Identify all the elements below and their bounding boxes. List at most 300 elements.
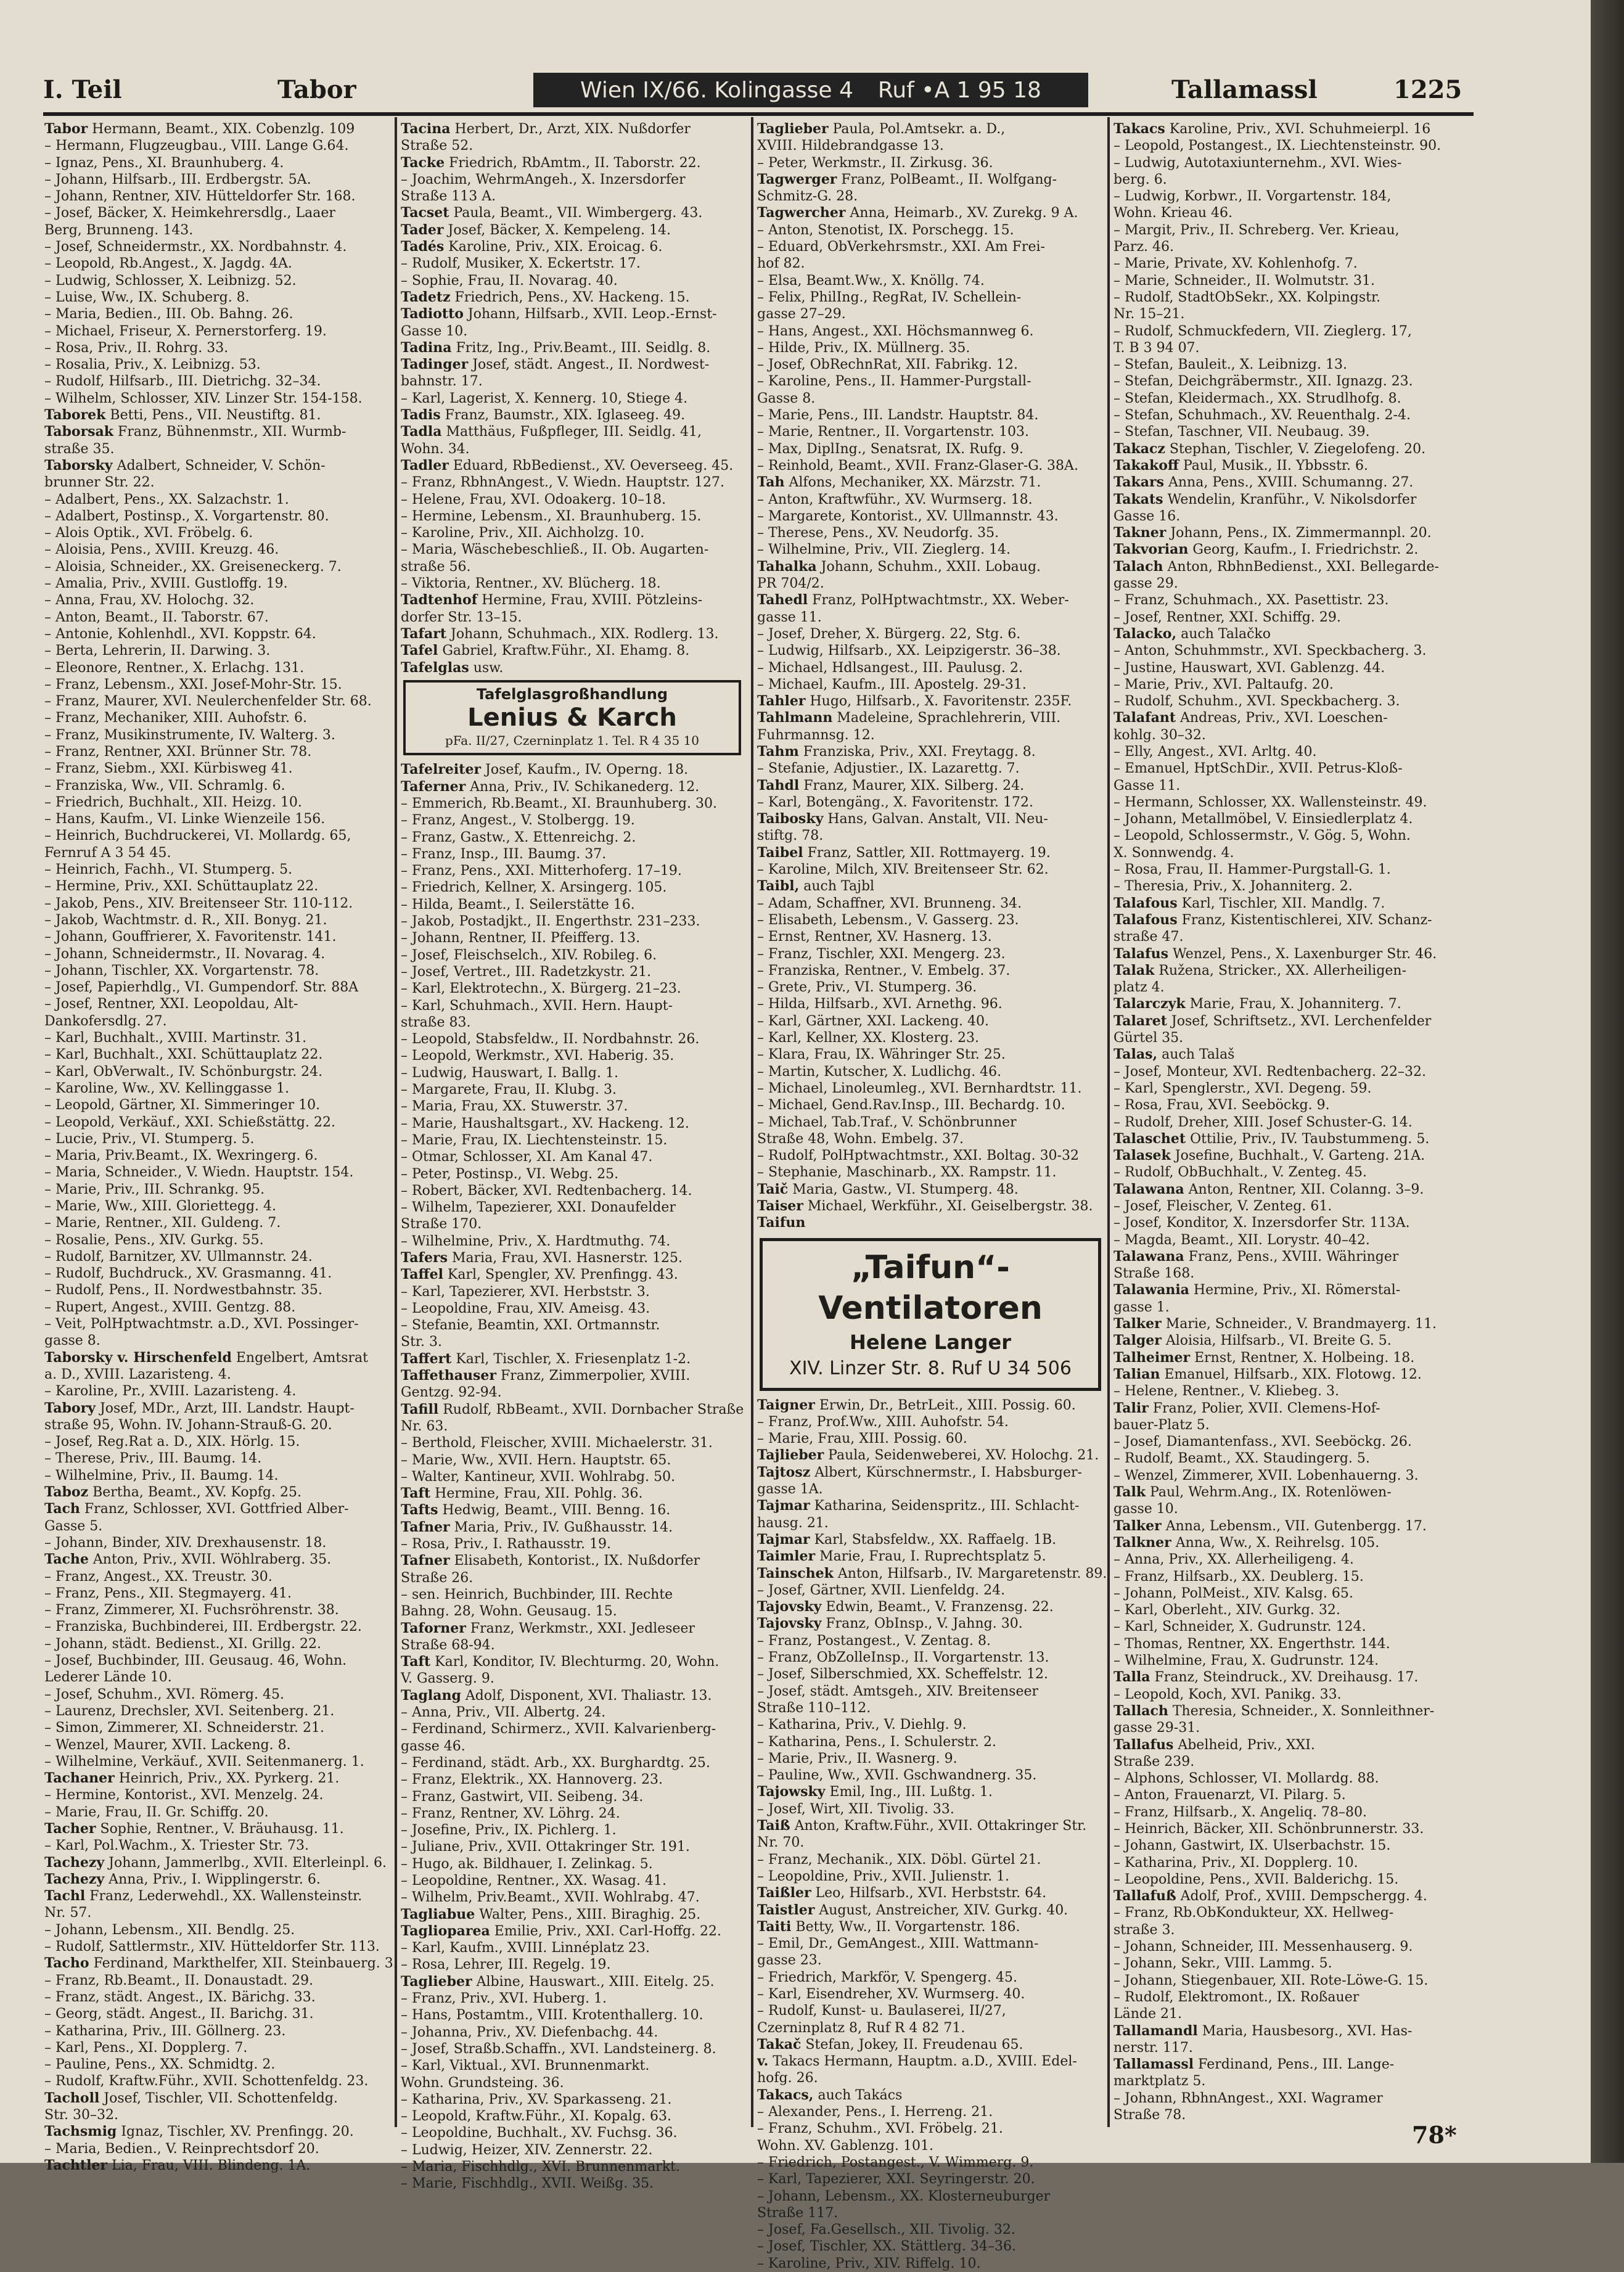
directory-entry: Tajovsky Franz, ObInsp., V. Jahng. 30. — [757, 1615, 1023, 1632]
directory-entry: Tah Alfons, Mechaniker, XX. Märzstr. 71. — [757, 474, 1041, 491]
directory-entry: – Friedrich, Kellner, X. Arsingerg. 105. — [401, 880, 667, 896]
page-number: 1225 — [1393, 75, 1462, 104]
directory-entry: Tacke Friedrich, RbAmtm., II. Taborstr. 22. — [401, 154, 701, 171]
directory-entry: Tahlmann Madeleine, Sprachlehrerin, VIII. — [757, 710, 1061, 726]
directory-entry: Tahm Franziska, Priv., XXI. Freytagg. 8. — [757, 743, 1036, 760]
directory-entry: Taft Karl, Konditor, IV. Blechturmg. 20, Wohn. — [401, 1654, 720, 1670]
directory-entry: – Anton, Kraftwführ., XV. Wurmserg. 18. — [757, 491, 1033, 507]
directory-entry: – Wilhelmine, Frau, X. Gudrunstr. 124. — [1113, 1653, 1379, 1669]
directory-entry: Taborek Betti, Pens., VII. Neustiftg. 81. — [44, 407, 321, 424]
directory-entry: – Helene, Frau, XVI. Odoakerg. 10–18. — [401, 491, 666, 507]
directory-entry: – Felix, PhilIng., RegRat, IV. Schellein- — [757, 289, 1022, 305]
directory-entry: gasse 8. — [44, 1333, 100, 1349]
directory-entry: – Antonie, Kohlenhdl., XVI. Koppstr. 64. — [44, 626, 316, 642]
directory-entry: – Maria, Wäschebeschließ., II. Ob. Augarten- — [401, 542, 709, 558]
directory-entry: – Josef, Rentner, XXI. Schiffg. 29. — [1113, 609, 1341, 625]
directory-entry: – Aloisia, Schneider., XX. Greiseneckerg. 7. — [44, 559, 342, 575]
directory-entry: Tainschek Anton, Hilfsarb., IV. Margaretenstr. 89. — [757, 1565, 1107, 1581]
directory-entry: Taglieber Paula, Pol.Amtsekr. a. D., — [757, 121, 1006, 137]
directory-entry: Tafts Hedwig, Beamt., VIII. Benng. 16. — [401, 1502, 671, 1519]
directory-entry: gasse 46. — [401, 1738, 465, 1754]
directory-entry: – Margit, Priv., II. Schreberg. Ver. Krieau, — [1113, 222, 1400, 238]
directory-entry: – Wenzel, Maurer, XVII. Lackeng. 8. — [44, 1737, 291, 1753]
directory-entry: – Franziska, Rentner., V. Embelg. 37. — [757, 962, 1011, 978]
directory-entry: – Franz, Mechaniker, XIII. Auhofstr. 6. — [44, 710, 307, 726]
directory-entry: Straße 52. — [401, 138, 474, 154]
directory-entry: gasse 29. — [1113, 576, 1178, 592]
directory-entry: XVIII. Hildebrandgasse 13. — [757, 138, 944, 154]
directory-entry: – Friedrich, Markför, V. Spengerg. 45. — [757, 1969, 1017, 1985]
directory-entry: – Karl, Schneider, X. Gudrunstr. 124. — [1113, 1619, 1366, 1635]
directory-entry: Talawania Hermine, Priv., XI. Römerstal- — [1113, 1282, 1401, 1298]
directory-entry: – Josef, Fa.Gesellsch., XII. Tivolig. 32. — [757, 2222, 1015, 2238]
directory-entry: Tajmar Karl, Stabsfeldw., XX. Raffaelg. 1B. — [757, 1531, 1057, 1548]
directory-entry: Straße 113 A. — [401, 189, 496, 205]
directory-entry: – Pauline, Ww., XVII. Gschwandnerg. 35. — [757, 1768, 1037, 1784]
directory-entry: – Franz, Rb.ObKondukteur, XX. Hellweg- — [1113, 1905, 1394, 1921]
directory-entry: gasse 1A. — [757, 1482, 823, 1498]
directory-entry: – Josef, Tischler, XX. Stättlerg. 34–36. — [757, 2239, 1016, 2255]
directory-entry: – Johanna, Priv., XV. Diefenbachg. 44. — [401, 2024, 658, 2040]
directory-entry: – Franz, Rentner, XV. Löhrg. 24. — [401, 1805, 620, 1821]
directory-entry: Talla Franz, Steindruck., XV. Dreihausg. 17. — [1113, 1669, 1419, 1686]
directory-entry: stiftg. 78. — [757, 828, 824, 844]
directory-entry: – Johann, Lebensm., XII. Bendlg. 25. — [44, 1922, 295, 1938]
directory-entry: – Anna, Priv., VII. Albertg. 24. — [401, 1705, 606, 1721]
directory-entry: platz 4. — [1113, 980, 1165, 996]
directory-entry: – Josef, Reg.Rat a. D., XIX. Hörlg. 15. — [44, 1434, 300, 1450]
directory-entry: – Josef, Buchbinder, III. Geusaug. 46, Wohn. — [44, 1653, 347, 1669]
directory-entry: Tallafus Abelheid, Priv., XXI. — [1113, 1736, 1315, 1753]
directory-entry: – Rudolf, Buchdruck., XV. Grasmanng. 41. — [44, 1266, 332, 1282]
directory-entry: – Karl, Gärtner, XXI. Lackeng. 40. — [757, 1013, 990, 1029]
directory-entry: – Emanuel, HptSchDir., XVII. Petrus-Kloß- — [1113, 761, 1403, 777]
directory-entry: Taimler Marie, Frau, I. Ruprechtsplatz 5. — [757, 1548, 1046, 1565]
directory-entry: – Rudolf, ObBuchhalt., V. Zenteg. 45. — [1113, 1165, 1367, 1181]
directory-entry: Tach Franz, Schlosser, XVI. Gottfried Alber- — [44, 1501, 349, 1517]
directory-entry: – Eduard, ObVerkehrsmstr., XXI. Am Frei- — [757, 239, 1045, 255]
directory-entry: Talak Ružena, Stricker., XX. Allerheiligen- — [1113, 962, 1407, 978]
directory-entry: – Franz, RbhnAngest., V. Wiedn. Hauptstr. 127. — [401, 475, 725, 491]
directory-entry: Taißler Leo, Hilfsarb., XVI. Herbststr. 64. — [757, 1885, 1047, 1901]
directory-entry: Talasek Josefine, Buchhalt., V. Garteng. 21A. — [1113, 1147, 1425, 1164]
directory-entry: Taibel Franz, Sattler, XII. Rottmayerg. 19. — [757, 844, 1051, 861]
directory-entry: PR 704/2. — [757, 576, 824, 592]
directory-entry: – Margarete, Kontorist., XV. Ullmannstr. 43. — [757, 508, 1059, 524]
directory-entry: – Heinrich, Buchdruckerei, VI. Mollardg. 65, — [44, 828, 351, 844]
directory-entry: – Rosa, Priv., II. Rohrg. 33. — [44, 340, 229, 356]
directory-entry: straße 56. — [401, 559, 471, 575]
directory-entry: – Rosa, Frau, XVI. Seeböckg. 9. — [1113, 1097, 1330, 1113]
directory-entry: – Ludwig, Korbwr., II. Vorgartenstr. 184, — [1113, 189, 1392, 205]
directory-entry: Tafel Gabriel, Kraftw.Führ., XI. Ehamg. 8. — [401, 642, 690, 659]
directory-entry: Schmitz-G. 28. — [757, 189, 858, 205]
directory-entry: – Hans, Angest., XXI. Höchsmannweg 6. — [757, 323, 1034, 339]
directory-entry: – Stephanie, Maschinarb., XX. Rampstr. 11. — [757, 1165, 1057, 1181]
directory-entry: Takvorian Georg, Kaufm., I. Friedrichstr. 2. — [1113, 541, 1419, 558]
directory-entry: Talas, auch Talaš — [1113, 1046, 1235, 1063]
directory-entry: – Maria, Priv.Beamt., IX. Wexringerg. 6. — [44, 1148, 318, 1164]
directory-entry: – Helene, Rentner., V. Kliebeg. 3. — [1113, 1384, 1340, 1400]
directory-entry: Tagwerger Franz, PolBeamt., II. Wolfgang- — [757, 171, 1057, 187]
directory-entry: – Josef, Fleischselch., XIV. Robileg. 6. — [401, 947, 657, 963]
directory-entry: Talker Marie, Schneider., V. Brandmayerg. 11. — [1113, 1316, 1437, 1332]
directory-entry: hof 82. — [757, 256, 805, 272]
directory-entry: dorfer Str. 13–15. — [401, 609, 522, 625]
directory-entry: – Karl, Viktual., XVI. Brunnenmarkt. — [401, 2058, 650, 2074]
directory-entry: – Marie, Ww., XIII. Gloriettegg. 4. — [44, 1199, 276, 1214]
directory-entry: Takner Johann, Pens., IX. Zimmermannpl. 20. — [1113, 525, 1432, 541]
directory-entry: Taffethauser Franz, Zimmerpolier, XVIII. — [401, 1368, 691, 1384]
directory-entry: – Karl, Kaufm., XVIII. Linnéplatz 23. — [401, 1940, 650, 1956]
directory-entry: – Franz, Siebm., XXI. Kürbisweg 41. — [44, 761, 293, 777]
directory-entry: – Franz, Zimmerer, XI. Fuchsröhrenstr. 38. — [44, 1602, 339, 1618]
directory-entry: Gasse 8. — [757, 390, 816, 406]
directory-entry: X. Sonnwendg. 4. — [1113, 845, 1234, 861]
directory-entry: Tallafuß Adolf, Prof., XVIII. Dempschergg. 4. — [1113, 1888, 1427, 1905]
directory-entry: – Karoline, Priv., XII. Aichholzg. 10. — [401, 525, 645, 541]
directory-entry: – Robert, Bäcker, XVI. Redtenbacherg. 14. — [401, 1183, 692, 1199]
directory-entry: gasse 1. — [1113, 1299, 1170, 1315]
directory-entry: Tachezy Johann, Jammerlbg., XVII. Elterleinpl. 6. — [44, 1854, 387, 1871]
directory-entry: – Franz, Pens., XII. Stegmayerg. 41. — [44, 1585, 292, 1601]
directory-entry: – Emil, Dr., GemAngest., XIII. Wattmann- — [757, 1936, 1039, 1952]
directory-entry: Takakoff Paul, Musik., II. Ybbsstr. 6. — [1113, 457, 1369, 474]
directory-entry: – Heinrich, Fachh., VI. Stumperg. 5. — [44, 862, 293, 878]
directory-entry: – Franz, Prof.Ww., XIII. Auhofstr. 54. — [757, 1414, 1009, 1430]
directory-entry: Tafelglas usw. — [401, 659, 504, 676]
directory-entry: – Franz, Tischler, XXI. Mengerg. 23. — [757, 946, 1006, 962]
directory-entry: – Maria, Fischhdlg., XVI. Brunnenmarkt. — [401, 2159, 680, 2175]
directory-entry: Taforner Franz, Werkmstr., XXI. Jedleseer — [401, 1620, 695, 1636]
directory-entry: – Karl, Botengäng., X. Favoritenstr. 172. — [757, 794, 1033, 810]
directory-entry: – Michael, Friseur, X. Pernerstorferg. 19. — [44, 323, 327, 339]
directory-entry: Nr. 63. — [401, 1418, 448, 1434]
directory-entry: – Karl, Pol.Wachm., X. Triester Str. 73. — [44, 1838, 309, 1854]
directory-entry: Taibosky Hans, Galvan. Anstalt, VII. Neu- — [757, 811, 1048, 827]
column-2 — [401, 121, 752, 2192]
directory-entry: gasse 11. — [757, 609, 822, 625]
directory-entry: – Michael, Gend.Rav.Insp., III. Bechardg. 10. — [757, 1097, 1065, 1113]
directory-entry: Taistler August, Anstreicher, XIV. Gurkg. 40. — [757, 1901, 1068, 1918]
directory-entry: – Leopold, Kraftw.Führ., XI. Kopalg. 63. — [401, 2109, 671, 2125]
directory-entry: – Josef, Silberschmied, XX. Scheffelstr. 12. — [757, 1667, 1049, 1683]
directory-entry: – Karoline, Priv., XIV. Riffelg. 10. — [757, 2255, 981, 2271]
directory-entry: – Josefine, Priv., IX. Pichlerg. 1. — [401, 1823, 617, 1839]
directory-entry: Tadina Fritz, Ing., Priv.Beamt., III. Seidlg. 8. — [401, 339, 711, 356]
directory-entry: Tacset Paula, Beamt., VII. Wimbergerg. 43. — [401, 205, 703, 221]
page-header — [43, 73, 1474, 110]
directory-entry: Taborsak Franz, Bühnenmstr., XII. Wurmb- — [44, 424, 347, 440]
directory-entry: – Theresia, Priv., X. Johanniterg. 2. — [1113, 879, 1353, 895]
directory-entry: berg. 6. — [1113, 171, 1167, 187]
directory-entry: Tachaner Heinrich, Priv., XX. Pyrkerg. 21. — [44, 1770, 340, 1787]
directory-entry: – Franz, Musikinstrumente, IV. Walterg. 3. — [44, 727, 335, 743]
directory-entry: Bahng. 28, Wohn. Geusaug. 15. — [401, 1604, 617, 1620]
directory-entry: – Franz, Gastwirt, VII. Seibeng. 34. — [401, 1789, 644, 1805]
directory-entry: – Luise, Ww., IX. Schuberg. 8. — [44, 289, 250, 305]
directory-entry: – Rosalia, Priv., X. Leibnizg. 53. — [44, 357, 261, 373]
directory-entry: – Josef, Gärtner, XVII. Lienfeldg. 24. — [757, 1582, 1006, 1598]
directory-entry: – Wilhelmine, Verkäuf., XVII. Seitenmanerg. 1. — [44, 1753, 364, 1770]
directory-entry: – Marie, Frau, IX. Liechtensteinstr. 15. — [401, 1132, 668, 1148]
directory-entry: – Franz, Schuhm., XVI. Fröbelg. 21. — [757, 2121, 1003, 2137]
directory-entry: brunner Str. 22. — [44, 475, 155, 491]
directory-entry: – Marie, Priv., XVI. Paltaufg. 20. — [1113, 676, 1334, 692]
directory-entry: – Rosa, Priv., I. Rathausstr. 19. — [401, 1536, 611, 1552]
directory-entry: – Johann, städt. Bedienst., XI. Grillg. 22. — [44, 1636, 322, 1652]
directory-entry: – Amalia, Priv., XVIII. Gustloffg. 19. — [44, 576, 288, 592]
directory-entry: Wohn. Krieau 46. — [1113, 205, 1232, 221]
directory-entry: Gasse 5. — [44, 1518, 103, 1534]
directory-entry: – Rudolf, Musiker, X. Eckertstr. 17. — [401, 256, 641, 272]
directory-entry: Talach Anton, RbhnBedienst., XXI. Bellegarde- — [1113, 558, 1439, 575]
directory-entry: – Rudolf, Beamt., XX. Staudingerg. 5. — [1113, 1451, 1370, 1467]
directory-entry: – Rosa, Lehrer, III. Regelg. 19. — [401, 1957, 611, 1973]
directory-entry: – Josef, Konditor, X. Inzersdorfer Str. 113A. — [1113, 1215, 1410, 1231]
directory-entry: – Marie, Pens., III. Landstr. Hauptstr. 84. — [757, 408, 1039, 424]
directory-entry: – Rosa, Frau, II. Hammer-Purgstall-G. 1. — [1113, 862, 1391, 878]
directory-entry: Taiß Anton, Kraftw.Führ., XVII. Ottakringer Str. — [757, 1818, 1087, 1834]
directory-entry: – Friedrich, Buchhalt., XII. Heizg. 10. — [44, 794, 302, 810]
directory-entry: – Hans, Kaufm., VI. Linke Wienzeile 156. — [44, 811, 326, 827]
directory-entry: – Georg, städt. Angest., II. Barichg. 31. — [44, 2006, 314, 2022]
directory-entry: Tahdl Franz, Maurer, XIX. Silberg. 24. — [757, 777, 1025, 794]
directory-entry: – Viktoria, Rentner., XV. Blücherg. 18. — [401, 576, 661, 592]
directory-entry: – Johann, Tischler, XX. Vorgartenstr. 78. — [44, 962, 319, 978]
directory-entry: – Karoline, Pr., XVIII. Lazaristeng. 4. — [44, 1384, 297, 1400]
directory-entry: Talawana Franz, Pens., XVIII. Währinger — [1113, 1248, 1399, 1265]
directory-entry: – Karl, Buchhalt., XXI. Schüttauplatz 22. — [44, 1047, 323, 1063]
directory-entry: – Thomas, Rentner, XX. Engerthstr. 144. — [1113, 1636, 1390, 1652]
directory-entry: – Ferdinand, Schirmerz., XVII. Kalvarienberg- — [401, 1721, 716, 1737]
directory-entry: kohlg. 30–32. — [1113, 727, 1206, 743]
banner-address: Wien IX/66. Kolingasse 4 — [580, 77, 853, 103]
directory-entry: – Hermine, Priv., XXI. Schüttauplatz 22. — [44, 879, 319, 895]
directory-entry: Gasse 10. — [401, 323, 468, 339]
directory-entry: – Josef, Dreher, X. Bürgerg. 22, Stg. 6. — [757, 626, 1021, 642]
directory-entry: – Johann, RbhnAngest., XXI. Wagramer — [1113, 2090, 1383, 2106]
directory-entry: – Franz, Maurer, XVI. Neulerchenfelder Str. 68. — [44, 694, 372, 710]
directory-entry: Tabory Josef, MDr., Arzt, III. Landstr. Haupt- — [44, 1400, 355, 1416]
directory-entry: – Michael, Linoleumleg., XVI. Bernhardtstr. 11. — [757, 1080, 1082, 1096]
directory-entry: Fernruf A 3 54 45. — [44, 845, 171, 861]
directory-entry: V. Gasserg. 9. — [401, 1671, 494, 1687]
directory-entry: – Wilhelm, Schlosser, XIV. Linzer Str. 154-158. — [44, 390, 363, 406]
directory-entry: – Johann, Schneidermstr., II. Novarag. 4. — [44, 946, 326, 962]
directory-entry: – Martin, Kutscher, X. Ludlichg. 46. — [757, 1064, 1002, 1080]
directory-entry: – Walter, Kantineur, XVII. Wohlrabg. 50. — [401, 1469, 676, 1485]
directory-entry: Tahler Hugo, Hilfsarb., X. Favoritenstr. 235F. — [757, 693, 1072, 710]
directory-entry: – Klara, Frau, IX. Währinger Str. 25. — [757, 1047, 1006, 1063]
directory-entry: – Franz, Angest., V. Stolbergg. 19. — [401, 813, 635, 829]
directory-entry: – Johann, Binder, XIV. Drexhausenstr. 18. — [44, 1535, 327, 1551]
directory-entry: Tabor Hermann, Beamt., XIX. Cobenzlg. 109 — [44, 121, 355, 137]
directory-entry: Tache Anton, Priv., XVII. Wöhlraberg. 35. — [44, 1551, 332, 1568]
directory-entry: – Marie, Frau, II. Gr. Schiffg. 20. — [44, 1804, 269, 1820]
directory-entry: – Marie, Priv., III. Schrankg. 95. — [44, 1181, 265, 1197]
directory-entry: – Josef, Straßb.Schaffn., XVI. Landsteinerg. 8. — [401, 2041, 716, 2057]
directory-entry: Gentzg. 92-94. — [401, 1385, 502, 1401]
directory-entry: Taigner Erwin, Dr., BetrLeit., XIII. Possig. 60. — [757, 1396, 1076, 1413]
directory-entry: – Wilhelmine, Priv., II. Baumg. 14. — [44, 1467, 279, 1483]
directory-entry: Taglioparea Emilie, Priv., XXI. Carl-Hoffg. 22. — [401, 1922, 722, 1939]
directory-entry: Tachl Franz, Lederwehdl., XX. Wallensteinstr. — [44, 1888, 363, 1905]
directory-entry: – Peter, Werkmstr., II. Zirkusg. 36. — [757, 155, 993, 171]
directory-entry: – Franz, Hilfsarb., XX. Deublerg. 15. — [1113, 1569, 1364, 1585]
directory-entry: Tacho Ferdinand, Markthelfer, XII. Steinbauerg. 3. — [44, 1955, 398, 1972]
directory-entry: – Katharina, Priv., XI. Dopplerg. 10. — [1113, 1855, 1358, 1871]
publisher-banner — [533, 73, 1088, 107]
directory-entry: Takacs, auch Takács — [757, 2086, 903, 2103]
ad-heading: Tafelglasgroßhandlung — [476, 685, 668, 703]
directory-entry: Taifun — [757, 1215, 806, 1231]
directory-entry: Talkner Anna, Ww., X. Reihrelsg. 105. — [1113, 1534, 1380, 1551]
directory-entry: Straße 110–112. — [757, 1700, 871, 1716]
directory-entry: Tajmar Katharina, Seidenspritz., III. Schlacht- — [757, 1498, 1080, 1514]
directory-entry: Taiti Betty, Ww., II. Vorgartenstr. 186. — [757, 1918, 1020, 1935]
directory-entry: – Josef, Papierhdlg., VI. Gumpendorf. Str. 88A — [44, 980, 359, 996]
directory-entry: – Franz, Priv., XVI. Huberg. 1. — [401, 1991, 607, 2007]
directory-entry: – Rudolf, PolHptwachtmstr., XXI. Boltag. 30-32 — [757, 1148, 1079, 1164]
ad-heading: „Taifun“-Ventilatoren — [818, 1249, 1043, 1327]
directory-entry: Taft Hermine, Frau, XII. Pohlg. 36. — [401, 1485, 643, 1502]
directory-entry: – Josef, Rentner, XXI. Leopoldau, Alt- — [44, 996, 298, 1012]
directory-entry: Str. 3. — [401, 1334, 442, 1350]
directory-entry: Wohn. Grundsteing. 36. — [401, 2075, 564, 2091]
ad-address: XIV. Linzer Str. 8. Ruf U 34 506 — [789, 1357, 1072, 1379]
directory-entry: Talk Paul, Wehrm.Ang., IX. Rotenlöwen- — [1113, 1484, 1392, 1501]
directory-entry: Tafart Johann, Schuhmach., XIX. Rodlerg. 13. — [401, 625, 719, 642]
directory-entry: Talian Emanuel, Hilfsarb., XIX. Flotowg. 12. — [1113, 1366, 1422, 1382]
directory-entry: straße 35. — [44, 441, 115, 457]
directory-entry: – Hermine, Kontorist., XVI. Menzelg. 24. — [44, 1787, 324, 1803]
directory-entry: – Marie, Rentner., II. Vorgartenstr. 103. — [757, 424, 1029, 440]
directory-entry: – Wilhelm, Priv.Beamt., XVII. Wohlrabg. 47. — [401, 1890, 700, 1906]
directory-entry: – Josef, Wirt, XII. Tivolig. 33. — [757, 1801, 954, 1817]
directory-entry: – Josef, Schneidermstr., XX. Nordbahnstr. 4. — [44, 239, 347, 255]
directory-entry: Taiser Michael, Werkführ., XI. Geiselbergstr. 38. — [757, 1198, 1093, 1214]
directory-entry: – Katharina, Priv., XV. Sparkasseng. 21. — [401, 2091, 672, 2107]
directory-entry: – Leopold, Schlossermstr., V. Gög. 5, Wohn. — [1113, 828, 1411, 844]
directory-entry: – Karl, Schuhmach., XVII. Hern. Haupt- — [401, 998, 673, 1014]
directory-entry: – Wilhelmine, Priv., X. Hardtmuthg. 74. — [401, 1233, 671, 1249]
directory-entry: Taglieber Albine, Hauswart., XIII. Eitelg. 25. — [401, 1973, 715, 1990]
directory-entry: – Johann, Metallmöbel, V. Einsiedlerplatz 4. — [1113, 811, 1413, 827]
directory-entry: v. Takacs Hermann, Hauptm. a.D., XVIII. Edel- — [757, 2053, 1077, 2070]
directory-entry: Taibl, auch Tajbl — [757, 878, 875, 895]
directory-entry: – Joachim, WehrmAngeh., X. Inzersdorfer — [401, 171, 686, 187]
directory-entry: Tachsmig Ignaz, Tischler, XV. Prenfingg. 20. — [44, 2123, 354, 2140]
directory-entry: – Rudolf, Schuhm., XVI. Speckbacherg. 3. — [1113, 694, 1400, 710]
directory-entry: – Anton, Schuhmmstr., XVI. Speckbacherg. 3. — [1113, 643, 1427, 659]
directory-entry: Takacs Karoline, Priv., XVI. Schuhmeierpl. 16 — [1113, 121, 1431, 137]
directory-entry: Wohn. 34. — [401, 441, 470, 457]
directory-entry: – Ludwig, Autotaxiunternehm., XVI. Wies- — [1113, 155, 1402, 171]
directory-entry: bauer-Platz 5. — [1113, 1417, 1210, 1433]
directory-entry: straße 47. — [1113, 929, 1184, 945]
directory-entry: – Veit, PolHptwachtmstr. a.D., XVI. Possinger- — [44, 1316, 359, 1332]
column-3 — [757, 121, 1109, 2271]
directory-entry: – Anna, Frau, XV. Holochg. 32. — [44, 593, 255, 609]
directory-entry: – Rudolf, Hilfsarb., III. Dietrichg. 32–34. — [44, 374, 321, 390]
directory-entry: Tallach Theresia, Schneider., X. Sonnleithner- — [1113, 1702, 1435, 1719]
directory-entry: Tacher Sophie, Rentner., V. Bräuhausg. 11. — [44, 1820, 344, 1837]
directory-entry: – Alexander, Pens., I. Herreng. 21. — [757, 2104, 993, 2120]
directory-entry: Tadinger Josef, städt. Angest., II. Nordwest- — [401, 356, 710, 373]
directory-entry: Tadler Eduard, RbBedienst., XV. Oeverseeg. 45. — [401, 457, 734, 474]
column-4 — [1113, 121, 1465, 2123]
directory-entry: Tadla Matthäus, Fußpfleger, III. Seidlg. 41, — [401, 424, 702, 440]
directory-entry: – Berta, Lehrerin, II. Darwing. 3. — [44, 643, 271, 659]
directory-entry: Taborsky v. Hirschenfeld Engelbert, Amtsrat — [44, 1349, 369, 1366]
directory-entry: – Johann, Sekr., VIII. Lammg. 5. — [1113, 1956, 1332, 1972]
directory-entry: Takats Wendelin, Kranführ., V. Nikolsdorfer — [1113, 491, 1417, 507]
directory-entry: – Johann, Rentner, II. Pfeifferg. 13. — [401, 930, 641, 946]
directory-entry: Taglang Adolf, Disponent, XVI. Thaliastr. 13. — [401, 1687, 712, 1704]
directory-entry: – Johann, Schneider, III. Messenhauserg. 9. — [1113, 1939, 1413, 1955]
directory-entry: Tafner Maria, Priv., IV. Gußhausstr. 14. — [401, 1519, 673, 1535]
directory-entry: – Sophie, Frau, II. Novarag. 40. — [401, 273, 618, 289]
directory-entry: – Leopold, Stabsfeldw., II. Nordbahnstr. 26. — [401, 1031, 700, 1048]
directory-entry: – Johann, Gouffrierer, X. Favoritenstr. 141. — [44, 929, 337, 945]
directory-entry: – Josef, Bäcker, X. Heimkehrersdlg., Laaer — [44, 205, 335, 221]
directory-entry: – Ignaz, Pens., XI. Braunhuberg. 4. — [44, 155, 284, 171]
directory-entry: – Rudolf, Elektromont., IX. Roßauer — [1113, 1989, 1359, 2005]
directory-entry: – Katharina, Pens., I. Schulerstr. 2. — [757, 1734, 996, 1750]
directory-entry: Tagwercher Anna, Heimarb., XV. Zurekg. 9 A. — [757, 205, 1078, 221]
directory-entry: Tajovsky Edwin, Beamt., V. Franzensg. 22. — [757, 1599, 1054, 1615]
directory-entry: T. B 3 94 07. — [1113, 340, 1200, 356]
directory-entry: – Franz, Insp., III. Baumg. 37. — [401, 846, 607, 862]
ad-company: Lenius & Karch — [467, 703, 677, 732]
directory-entry: Talarczyk Marie, Frau, X. Johanniterg. 7. — [1113, 996, 1401, 1012]
directory-entry: Takač Stefan, Jokey, II. Freudenau 65. — [757, 2036, 1023, 2053]
directory-entry: – Leopoldine, Buchhalt., XV. Fuchsg. 36. — [401, 2125, 678, 2141]
directory-entry: Dankofersdlg. 27. — [44, 1013, 167, 1029]
directory-entry: – Karl, Lagerist, X. Kennerg. 10, Stiege 4. — [401, 390, 688, 406]
directory-entry: – Simon, Zimmerer, XI. Schneiderstr. 21. — [44, 1720, 324, 1736]
directory-entry: – Josef, Fleischer, V. Zenteg. 61. — [1113, 1199, 1332, 1214]
directory-entry: – Stefanie, Adjustier., IX. Lazarettg. 7. — [757, 761, 1020, 777]
directory-entry: – Karl, Kellner, XX. Klosterg. 23. — [757, 1030, 980, 1046]
directory-entry: Tachezy Anna, Priv., I. Wipplingerstr. 6. — [44, 1871, 321, 1887]
directory-entry: – Alois Optik., XVI. Fröbelg. 6. — [44, 525, 253, 541]
directory-entry: – Marie, Priv., II. Wasnerg. 9. — [757, 1750, 958, 1766]
directory-entry: Tafner Elisabeth, Kontorist., IX. Nußdorfer — [401, 1552, 700, 1569]
directory-entry: – Maria, Frau, XX. Stuwerstr. 37. — [401, 1099, 628, 1115]
directory-entry: – Marie, Private, XV. Kohlenhofg. 7. — [1113, 256, 1358, 272]
directory-entry: – Josef, Vertret., III. Radetzkystr. 21. — [401, 964, 652, 980]
directory-entry: straße 3. — [1113, 1922, 1175, 1938]
directory-entry: – Jakob, Pens., XIV. Breitenseer Str. 110-112. — [44, 895, 353, 911]
directory-entry: gasse 27–29. — [757, 306, 846, 322]
directory-entry: – Lucie, Priv., VI. Stumperg. 5. — [44, 1131, 255, 1147]
directory-entry: – Maria, Schneider., V. Wiedn. Hauptstr. 154. — [44, 1165, 354, 1181]
left-guide-word: Tabor — [277, 75, 356, 104]
directory-entry: – Stefanie, Beamtin, XXI. Ortmannstr. — [401, 1318, 660, 1334]
directory-entry: – Franz, Pens., XXI. Mitterhoferg. 17–19. — [401, 863, 682, 879]
directory-entry: gasse 10. — [1113, 1501, 1178, 1517]
directory-entry: – Franz, Schuhmach., XX. Pasettistr. 23. — [1113, 593, 1389, 609]
directory-entry: – Marie, Haushaltsgart., XV. Hackeng. 12. — [401, 1115, 689, 1131]
ad-company: Helene Langer — [850, 1330, 1011, 1354]
directory-entry: – Josef, städt. Amtsgeh., XIV. Breitenseer — [757, 1683, 1038, 1699]
directory-entry: a. D., XVIII. Lazaristeng. 4. — [44, 1366, 231, 1382]
directory-entry: Tadis Franz, Baumstr., XIX. Iglaseeg. 49. — [401, 407, 686, 424]
directory-entry: – Jakob, Postadjkt., II. Engerthstr. 231–233. — [401, 914, 700, 930]
directory-entry: Talker Anna, Lebensm., VII. Gutenbergg. 17. — [1113, 1517, 1427, 1534]
